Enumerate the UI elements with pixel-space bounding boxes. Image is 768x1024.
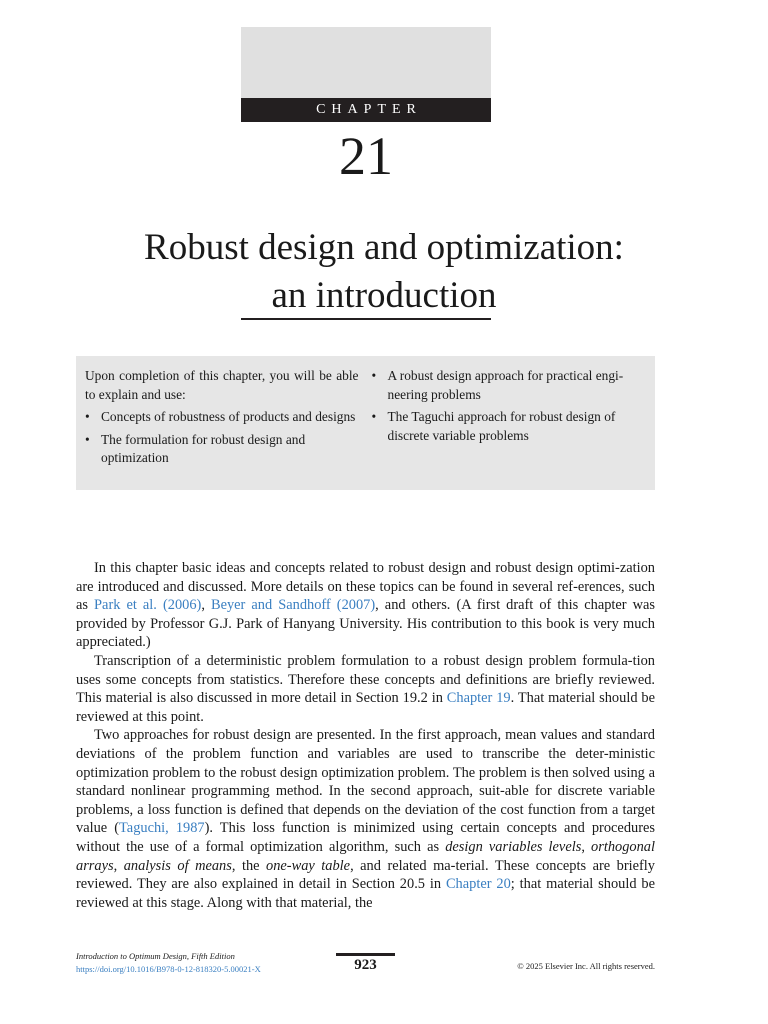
body-paragraph-2: [76, 652, 655, 726]
emphasis-term: analysis of means: [123, 857, 232, 874]
text-run: , the: [231, 857, 267, 874]
body-paragraph-3: [76, 726, 655, 912]
chapter-number: 21: [339, 126, 393, 186]
text-run: In this chapter basic ideas and concepts related to robust design and robust design optimi-zation are introduced and discussed. More details on these topics can be found in several ref-erences, such as: [76, 560, 655, 614]
chapter-title: [80, 224, 688, 320]
chapter-19-link[interactable]: Chapter 19: [446, 690, 511, 707]
emphasis-term: one-way table: [266, 857, 351, 874]
footer-book-title: Introduction to Optimum Design, Fifth Edition: [76, 951, 235, 961]
chapter-body: [76, 559, 655, 912]
objective-item: • Concepts of robustness of products and designs: [85, 408, 359, 427]
objectives-list-right: [372, 367, 646, 445]
objectives-intro: Upon completion of this chapter, you will be able to explain and use:: [85, 368, 359, 402]
footer-doi-link[interactable]: https://doi.org/10.1016/B978-0-12-818320-5.00021-X: [76, 964, 261, 974]
emphasis-term: design variables levels: [445, 838, 582, 855]
text-run: ,: [581, 838, 592, 855]
page-number: 923: [354, 957, 377, 973]
text-run: ,: [113, 857, 124, 874]
objective-item: • The formulation for robust design and optimization: [85, 431, 359, 468]
objectives-list-left: [85, 408, 359, 468]
reference-link-beyer-sandhoff-2007[interactable]: Beyer and Sandhoff (2007): [210, 597, 376, 614]
text-run: . That material should be reviewed at this point.: [76, 690, 655, 725]
emphasis-term: orthogonal arrays: [76, 838, 655, 874]
text-run: Transcription of a deterministic problem formulation to a robust design problem formula-tion uses some concepts from statistics. Therefore these concepts and definitions are briefly reviewed. This material is also discussed in more detail in Section 19.2 in: [76, 652, 655, 707]
footer-copyright: © 2025 Elsevier Inc. All rights reserved.: [517, 961, 655, 971]
reference-link-taguchi-1987[interactable]: Taguchi, 1987: [119, 820, 205, 837]
text-run: , and related ma-terial. These concepts are briefly reviewed. They are also explained in detail in Section 20.5 in: [76, 857, 655, 893]
objective-item: • The Taguchi approach for robust design of discrete variable problems: [372, 408, 646, 445]
chapter-20-link[interactable]: Chapter 20: [445, 876, 511, 893]
text-run: ,: [201, 597, 211, 614]
chapter-title-line-2: an introduction: [271, 275, 497, 316]
text-run: ; that material should be reviewed at this stage. Along with that material, the: [76, 876, 656, 911]
objectives-right-column: [372, 367, 646, 490]
text-run: , and others. (A first draft of this chapter was provided by Professor G.J. Park of Hanyang University. His contribution to this book is very much appreciated.): [76, 597, 656, 651]
chapter-label-bar: [241, 98, 491, 122]
text-run: Two approaches for robust design are presented. In the first approach, mean values and standard deviations of the problem function and variables are used to transcribe the deter-ministic optimization problem to the robust design optimization problem. The problem is then solved using a standard nonlinear programming method. In the second approach, suit-able for discrete variable problems, a loss function is defined that depends on the deviation of the cost function from a target value (: [76, 727, 655, 837]
footer-book-info: [76, 950, 261, 976]
learning-objectives-box: [76, 356, 655, 490]
objective-item: • A robust design approach for practical engi-neering problems: [372, 367, 646, 404]
title-rule: [241, 318, 491, 320]
objectives-left-column: [85, 367, 359, 490]
body-paragraph-1: [76, 559, 655, 652]
chapter-title-line-1: Robust design and optimization:: [144, 227, 624, 268]
chapter-label: CHAPTER: [316, 102, 422, 117]
reference-link-park-2006[interactable]: Park et al. (2006): [94, 597, 202, 614]
chapter-header-box: [241, 27, 491, 98]
text-run: ). This loss function is minimized using certain concepts and procedures without the use of a formal optimization algorithm, such as: [76, 820, 655, 855]
